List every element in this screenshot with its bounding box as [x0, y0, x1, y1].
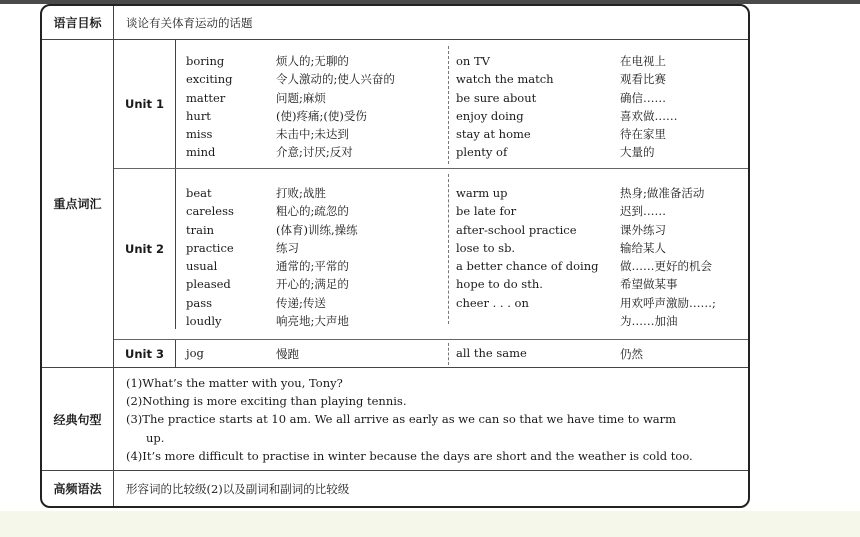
phrase-zh: 仍然 — [620, 347, 643, 361]
grammar-text: 形容词的比较级(2)以及副词和副词的比较级 — [126, 482, 350, 496]
divider — [114, 339, 748, 340]
vocab-label: 重点词汇 — [42, 40, 114, 367]
word-en: usual — [186, 259, 218, 274]
sentence-line: (1)What’s the matter with you, Tony? — [126, 376, 343, 390]
word-en: matter — [186, 90, 226, 105]
vocabulary-summary-table — [40, 4, 750, 508]
phrase-en: be late for — [456, 204, 517, 219]
phrase-en — [456, 312, 598, 330]
word-en: loudly — [186, 314, 222, 329]
column-separator — [448, 46, 449, 164]
phrase-en: after-school practice — [456, 222, 577, 237]
phrase-zh: 热身;做准备活动 — [620, 186, 705, 200]
word-en: miss — [186, 127, 213, 142]
word-en: mind — [186, 145, 216, 160]
phrase-en: hope to do sth. — [456, 277, 543, 292]
column-separator — [448, 174, 449, 324]
word-en: exciting — [186, 72, 233, 87]
word-en: beat — [186, 186, 212, 200]
phrase-zh: 做……更好的机会 — [620, 259, 712, 274]
word-zh: 练习 — [276, 240, 299, 255]
goal-text: 谈论有关体育运动的话题 — [126, 16, 253, 30]
phrase-zh: 课外练习 — [620, 222, 666, 237]
word-en: jog — [186, 346, 204, 360]
phrase-en: on TV — [456, 54, 490, 68]
phrase-zh: 待在家里 — [620, 127, 666, 142]
phrase-en: lose to sb. — [456, 240, 516, 255]
unit-1-words — [186, 52, 232, 162]
word-zh: 传递;传送 — [276, 295, 326, 310]
word-zh: 未击中;未达到 — [276, 127, 349, 142]
phrase-zh: 用欢呼声激励……; — [620, 295, 716, 310]
word-zh: 通常的;平常的 — [276, 259, 349, 274]
unit-2-label: Unit 2 — [114, 169, 176, 329]
word-en: boring — [186, 54, 225, 68]
word-zh: 粗心的;疏忽的 — [276, 204, 349, 219]
unit-2-phrases — [456, 184, 598, 330]
word-en: train — [186, 222, 215, 237]
grammar-row — [42, 471, 748, 506]
word-en: pleased — [186, 277, 231, 292]
vocab-row — [42, 40, 748, 367]
word-en: practice — [186, 240, 234, 255]
phrase-zh: 在电视上 — [620, 54, 666, 68]
word-en: hurt — [186, 108, 211, 123]
divider — [114, 168, 748, 169]
grammar-label: 高频语法 — [42, 471, 114, 506]
word-zh: 介意;讨厌;反对 — [276, 145, 353, 160]
phrase-zh: 喜欢做…… — [620, 108, 678, 123]
phrase-zh: 确信…… — [620, 90, 666, 105]
sentence-line: (2)Nothing is more exciting than playing tennis. — [126, 394, 407, 408]
word-zh: 打败;战胜 — [276, 186, 326, 200]
unit-2-words — [186, 184, 234, 330]
word-en: pass — [186, 295, 213, 310]
sentence-line: (3)The practice starts at 10 am. We all arrive as early as we can so that we have time to warm — [126, 412, 677, 426]
phrase-zh: 迟到…… — [620, 204, 666, 219]
unit-1-word-meanings — [276, 52, 395, 162]
word-zh: (使)疼痛;(使)受伤 — [276, 108, 367, 123]
phrase-zh: 观看比赛 — [620, 72, 666, 87]
unit-2-word-meanings — [276, 184, 358, 330]
unit-1-phrases — [456, 52, 554, 162]
goal-row — [42, 6, 748, 39]
word-zh: 问题;麻烦 — [276, 90, 326, 105]
phrase-en: plenty of — [456, 145, 508, 160]
sentences-label: 经典句型 — [42, 368, 114, 470]
word-zh: 烦人的;无聊的 — [276, 54, 349, 68]
phrase-en: enjoy doing — [456, 108, 524, 123]
sentence-line: up. — [146, 431, 165, 445]
sentence-line: (4)It’s more difficult to practise in winter because the days are short and the weather is cold too. — [126, 449, 693, 463]
phrase-en: warm up — [456, 186, 508, 200]
unit-1-label: Unit 1 — [114, 40, 176, 168]
phrase-en: a better chance of doing — [456, 259, 599, 274]
word-en: careless — [186, 204, 234, 219]
phrase-zh: 大量的 — [620, 145, 655, 160]
word-zh: 响亮地;大声地 — [276, 314, 349, 329]
word-zh: 开心的;满足的 — [276, 277, 349, 292]
word-zh: 慢跑 — [276, 347, 299, 361]
phrase-en: cheer . . . on — [456, 295, 529, 310]
phrase-zh: 输给某人 — [620, 240, 666, 255]
sentences-row — [42, 368, 748, 470]
goal-label: 语言目标 — [42, 6, 114, 39]
phrase-en: be sure about — [456, 90, 537, 105]
word-zh: (体育)训练,操练 — [276, 222, 358, 237]
bottom-background-band — [0, 511, 860, 537]
column-separator — [448, 343, 449, 365]
unit-3-label: Unit 3 — [114, 340, 176, 367]
phrase-zh: 希望做某事 — [620, 277, 678, 292]
phrase-en: all the same — [456, 346, 527, 360]
phrase-zh: 为……加油 — [620, 314, 678, 329]
unit-2-phrase-meanings — [620, 184, 716, 330]
phrase-en: stay at home — [456, 127, 531, 142]
unit-1-phrase-meanings — [620, 52, 678, 162]
phrase-en: watch the match — [456, 72, 554, 87]
word-zh: 令人激动的;使人兴奋的 — [276, 72, 395, 87]
